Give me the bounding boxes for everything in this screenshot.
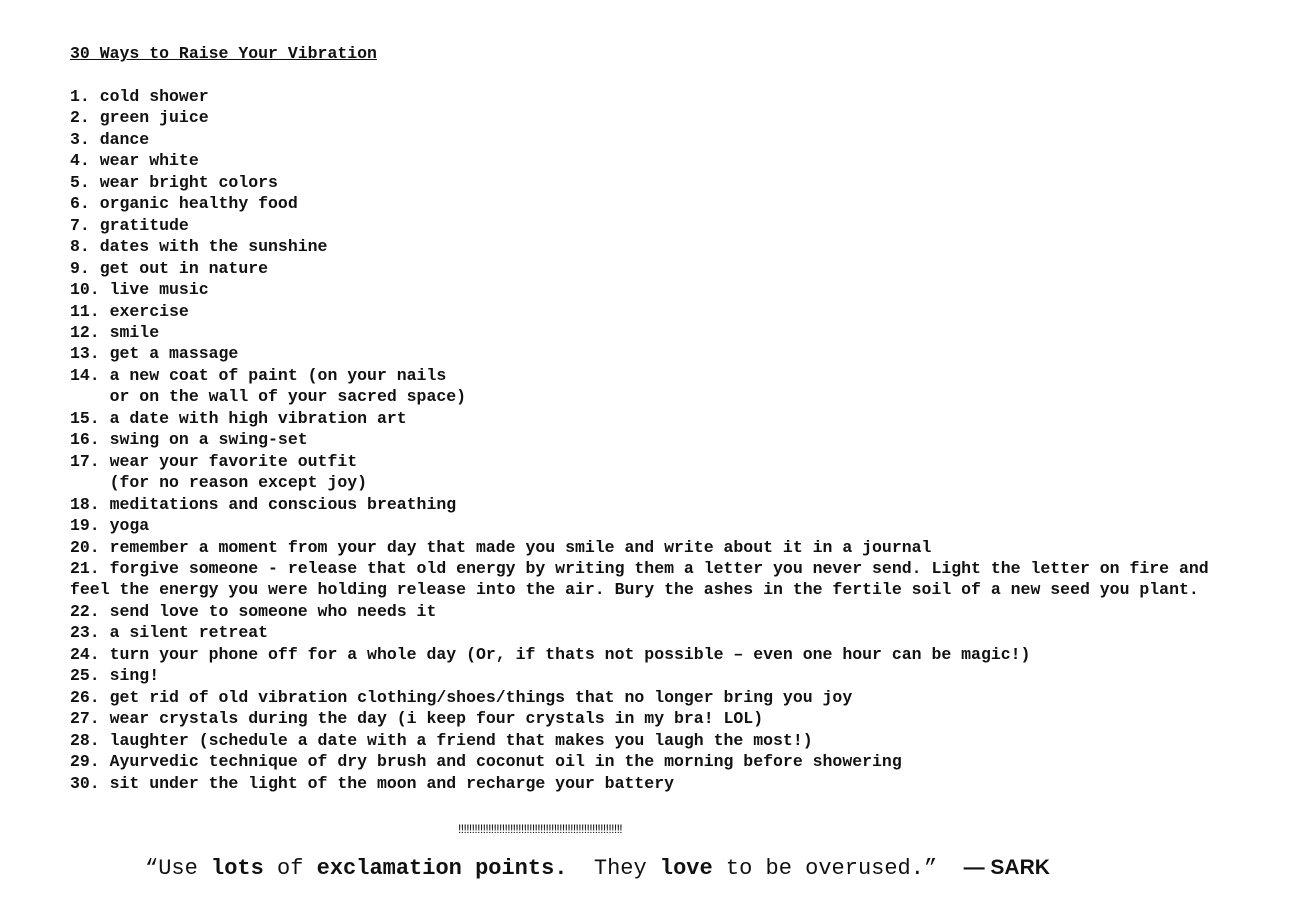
document-title: 30 Ways to Raise Your Vibration xyxy=(70,44,377,63)
list-item: 19. yoga xyxy=(70,516,150,536)
list-item: 28. laughter (schedule a date with a friend that makes you laugh the most!) xyxy=(70,730,813,750)
quote-emphasis: lots xyxy=(211,856,264,881)
list-item: 4. wear white xyxy=(70,151,199,171)
list-item: 17. wear your favorite outfit (for no reason except joy) xyxy=(70,451,368,493)
list-item: 13. get a massage xyxy=(70,344,239,364)
list-item: 21. forgive someone - release that old energy by writing them a letter you never send. Light the letter on fire and feel the energy you were holding release into the air. Bury the ashes in the fertile soil of a new seed you plant. xyxy=(70,558,1209,600)
list-item: 3. dance xyxy=(70,129,150,149)
list-item: 23. a silent retreat xyxy=(70,623,269,643)
list-item: 27. wear crystals during the day (i keep four crystals in my bra! LOL) xyxy=(70,709,764,729)
list-item: 10. live music xyxy=(70,280,209,300)
list-item: 20. remember a moment from your day that made you smile and write about it in a journal xyxy=(70,537,932,557)
list-item: 11. exercise xyxy=(70,301,189,321)
list-item: 12. smile xyxy=(70,322,160,342)
list-item: 26. get rid of old vibration clothing/shoes/things that no longer bring you joy xyxy=(70,687,853,707)
list-item: 8. dates with the sunshine xyxy=(70,237,328,257)
quote-author: — SARK xyxy=(963,856,1050,879)
quote-emphasis: exclamation points. xyxy=(316,856,568,881)
list-item: 14. a new coat of paint (on your nails or on the wall of your sacred space) xyxy=(70,365,467,407)
exclamation-divider: !!!!!!!!!!!!!!!!!!!!!!!!!!!!!!!!!!!!!!!!!!!!!!!!!!!!!!!!!!!! xyxy=(458,822,623,836)
list-item: 24. turn your phone off for a whole day (Or, if thats not possible – even one hour can be magic!) xyxy=(70,644,1031,664)
list-item: 7. gratitude xyxy=(70,215,189,235)
list-item: 16. swing on a swing-set xyxy=(70,430,308,450)
list-item: 25. sing! xyxy=(70,666,160,686)
quote-text: to be overused.” xyxy=(712,856,964,881)
list-item: 5. wear bright colors xyxy=(70,172,278,192)
list-item: 6. organic healthy food xyxy=(70,194,298,214)
list-item: 15. a date with high vibration art xyxy=(70,408,407,428)
list-item: 18. meditations and conscious breathing xyxy=(70,494,457,514)
quote-text: of xyxy=(263,856,317,881)
quote xyxy=(145,854,1050,883)
quote-emphasis: love xyxy=(659,856,713,881)
quote-text: They xyxy=(567,856,660,881)
list-item: 29. Ayurvedic technique of dry brush and coconut oil in the morning before showering xyxy=(70,752,902,772)
list-item: 1. cold shower xyxy=(70,87,209,106)
list-item: 9. get out in nature xyxy=(70,258,269,278)
quote-text: “Use xyxy=(145,856,212,881)
list-item: 2. green juice xyxy=(70,108,209,128)
list-item: 22. send love to someone who needs it xyxy=(70,601,437,621)
vibration-list xyxy=(70,86,1210,794)
list-item: 30. sit under the light of the moon and recharge your battery xyxy=(70,773,674,793)
